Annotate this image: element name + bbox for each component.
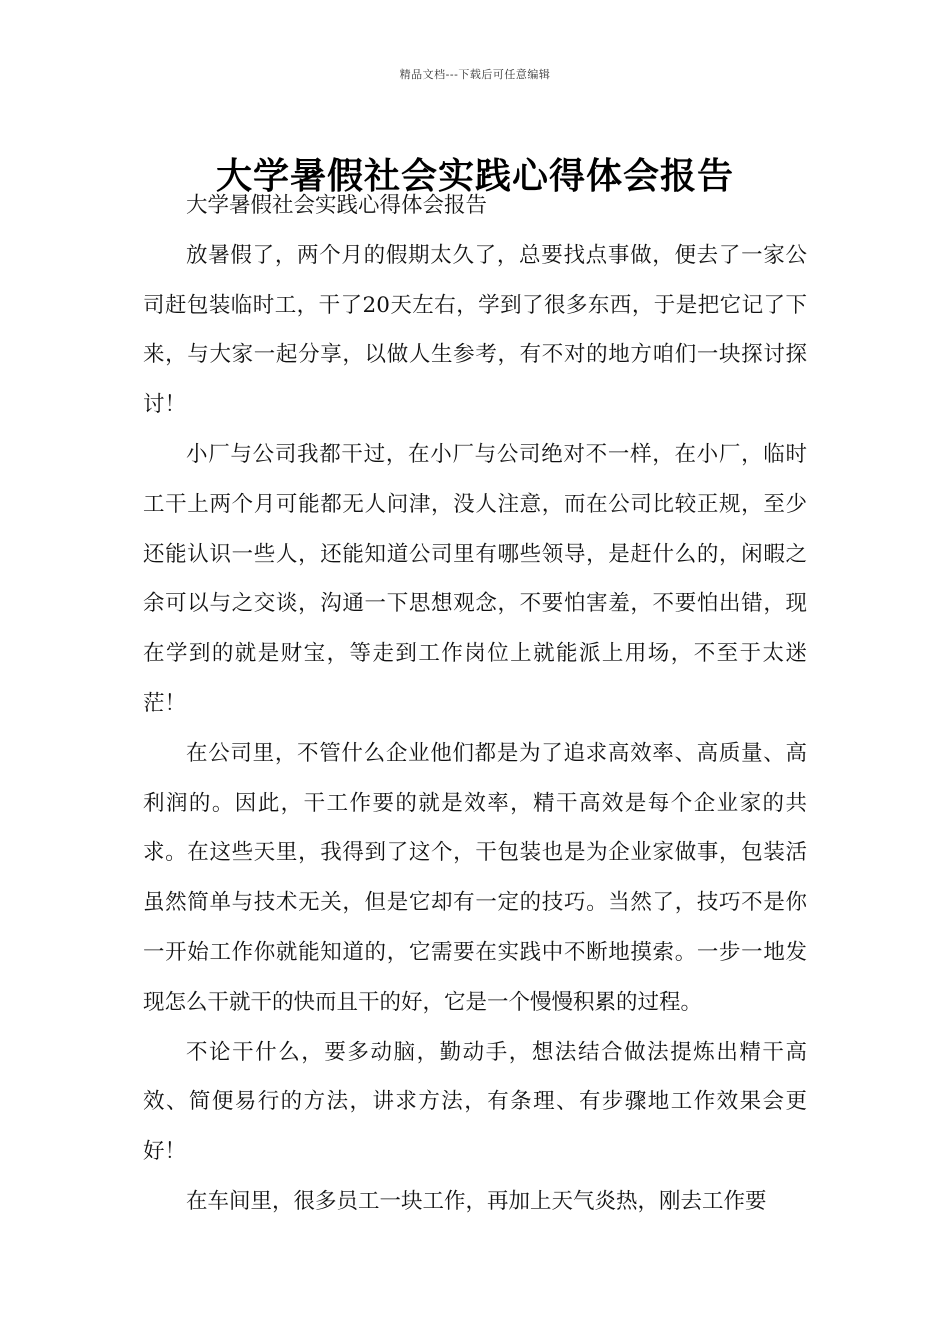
paragraph-subtitle: 大学暑假社会实践心得体会报告 [186, 193, 488, 218]
paragraph-3: 在公司里，不管什么企业他们都是为了追求高效率、高质量、高利润的。因此，干工作要的就是效率，精干高效是每个企业家的共求。在这些天里，我得到了这个，干包装也是为企业家做事，包装活虽然简单与技术无关，但是它却有一定的技巧。当然了，技巧不是你一开始工作你就能知道的，它需要在实践中不断地摸索。一步一地发现怎么干就干的快而且干的好，它是一个慢慢积累的过程。 [143, 740, 807, 1015]
header-note: 精品文档---下载后可任意编辑 [399, 68, 551, 81]
paragraph-1: 放暑假了，两个月的假期太久了，总要找点事做，便去了一家公司赶包装临时工，干了20天左右，学到了很多东西，于是把它记了下来，与大家一起分享，以做人生参考，有不对的地方咱们一块探讨探讨！ [143, 242, 807, 418]
document-title: 大学暑假社会实践心得体会报告 [215, 156, 734, 198]
document-body [143, 181, 807, 1227]
paragraph-5: 在车间里，很多员工一块工作，再加上天气炎热，刚去工作要 [186, 1188, 767, 1214]
paragraph-2: 小厂与公司我都干过，在小厂与公司绝对不一样，在小厂，临时工干上两个月可能都无人问津，没人注意，而在公司比较正规，至少还能认识一些人，还能知道公司里有哪些领导，是赶什么的，闲暇之余可以与之交谈，沟通一下思想观念，不要怕害羞，不要怕出错，现在学到的就是财宝，等走到工作岗位上就能派上用场，不至于太迷茫！ [143, 441, 807, 716]
paragraph-4: 不论干什么，要多动脑，勤动手，想法结合做法提炼出精干高效、简便易行的方法，讲求方法，有条理、有步骤地工作效果会更好！ [143, 1039, 807, 1165]
